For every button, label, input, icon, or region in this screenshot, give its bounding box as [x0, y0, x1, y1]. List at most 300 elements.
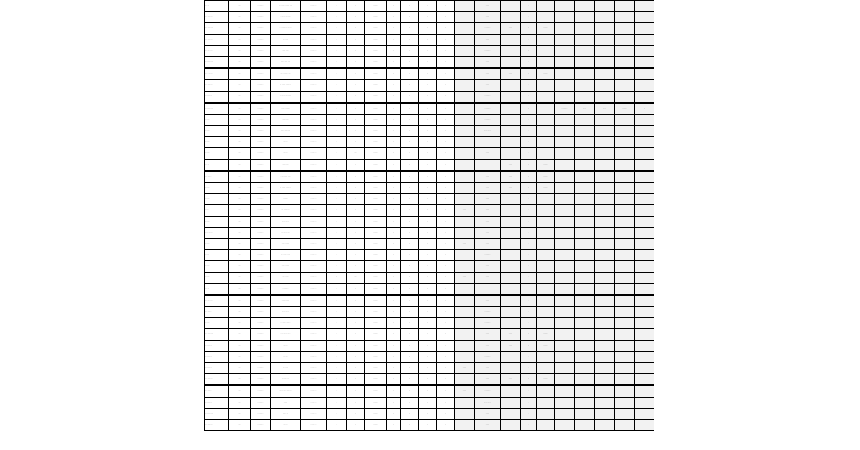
table-cell: .......... — [251, 238, 271, 249]
table-cell — [635, 216, 655, 227]
table-cell: .......... — [251, 295, 271, 307]
table-cell: .. — [401, 374, 419, 386]
table-cell: ........ — [365, 126, 387, 137]
table-cell: .... .. — [205, 1, 229, 12]
table-cell: ........ — [365, 68, 387, 80]
table-cell — [555, 283, 575, 295]
table-cell: .... — [229, 227, 251, 238]
table-cell: .. — [387, 408, 401, 419]
table-cell — [537, 363, 555, 374]
table-cell: .. — [347, 1, 365, 12]
table-cell — [455, 12, 475, 23]
table-cell: .. — [419, 194, 437, 205]
table-cell: ........ — [365, 45, 387, 56]
table-cell — [501, 1, 521, 12]
table-cell — [575, 216, 595, 227]
table-cell: .. — [419, 307, 437, 318]
table-cell — [575, 171, 595, 183]
table-cell: .. — [387, 137, 401, 148]
table-cell: ........ — [365, 374, 387, 386]
table-cell — [615, 261, 635, 272]
table-cell: ....... .. — [301, 68, 327, 80]
table-cell: .... — [229, 272, 251, 283]
table-cell: .... ........ — [205, 12, 229, 23]
table-cell — [575, 114, 595, 125]
table-cell: .......... — [475, 307, 501, 318]
table-cell: .. — [401, 194, 419, 205]
table-cell: .. — [347, 194, 365, 205]
table-cell: .. — [347, 205, 365, 216]
table-cell — [615, 216, 635, 227]
table-cell — [455, 68, 475, 80]
table-cell — [575, 374, 595, 386]
table-cell: .... ...... — [205, 171, 229, 183]
table-cell — [635, 56, 655, 68]
table-cell — [455, 1, 475, 12]
table-cell — [537, 272, 555, 283]
table-cell — [501, 307, 521, 318]
table-row — [205, 329, 655, 340]
table-cell: ............. — [271, 295, 301, 307]
table-cell: . — [327, 171, 347, 183]
table-cell: .. — [437, 45, 455, 56]
table-cell: ........ — [365, 250, 387, 261]
table-cell: . — [521, 194, 537, 205]
table-cell — [575, 159, 595, 171]
table-cell: ............ — [205, 363, 229, 374]
table-cell: .. — [401, 227, 419, 238]
table-cell: ... ..... .......... — [271, 91, 301, 103]
table-cell — [555, 272, 575, 283]
table-row — [205, 12, 655, 23]
table-cell — [501, 216, 521, 227]
table-cell: .. — [437, 216, 455, 227]
table-cell — [537, 45, 555, 56]
table-cell: ...... — [501, 329, 521, 340]
table-cell — [475, 283, 501, 295]
document-page — [204, 0, 654, 450]
table-cell: .. — [437, 307, 455, 318]
table-cell: ........ — [205, 148, 229, 159]
table-cell: .. — [419, 295, 437, 307]
table-cell: .... ...... — [271, 272, 301, 283]
table-cell — [615, 159, 635, 171]
table-cell — [615, 307, 635, 318]
table-cell: .. — [401, 385, 419, 397]
table-cell: ...... — [475, 340, 501, 351]
table-cell: .. — [419, 238, 437, 249]
table-cell: .. — [347, 374, 365, 386]
table-cell: . — [327, 68, 347, 80]
table-cell — [615, 171, 635, 183]
table-cell: ........ — [537, 159, 555, 171]
table-cell — [635, 238, 655, 249]
table-cell — [635, 408, 655, 419]
table-cell: .. — [419, 126, 437, 137]
table-cell: . — [327, 250, 347, 261]
table-cell: .. — [347, 329, 365, 340]
table-cell — [555, 385, 575, 397]
table-cell: .... — [229, 34, 251, 45]
table-cell: .. — [521, 23, 537, 34]
table-cell — [555, 159, 575, 171]
table-cell: .. — [387, 56, 401, 68]
table-cell — [537, 261, 555, 272]
table-cell: .... — [229, 329, 251, 340]
table-cell: .. — [437, 148, 455, 159]
table-cell: . — [327, 194, 347, 205]
table-cell: .......... — [251, 159, 271, 171]
table-cell — [635, 80, 655, 91]
table-cell: .. — [437, 363, 455, 374]
table-cell: ...... — [475, 148, 501, 159]
table-cell: ...... — [475, 408, 501, 419]
table-cell: ........ — [365, 272, 387, 283]
table-cell — [595, 318, 615, 329]
table-cell: .... — [229, 171, 251, 183]
table-cell — [501, 295, 521, 307]
table-cell: ...... ..... — [475, 397, 501, 408]
table-cell: .. — [347, 68, 365, 80]
table-cell: .......... — [251, 114, 271, 125]
table-cell: . — [521, 12, 537, 23]
table-cell: ........ — [205, 183, 229, 194]
table-cell: ...... — [205, 205, 229, 216]
table-cell — [455, 329, 475, 340]
table-cell: .. — [437, 272, 455, 283]
table-cell: . — [327, 307, 347, 318]
table-cell: .. ......... ..... — [271, 171, 301, 183]
table-row — [205, 80, 655, 91]
table-cell: .. — [347, 91, 365, 103]
table-cell — [615, 340, 635, 351]
table-cell — [537, 205, 555, 216]
table-cell: . — [327, 397, 347, 408]
table-cell: . — [521, 295, 537, 307]
table-cell — [537, 227, 555, 238]
table-cell — [635, 194, 655, 205]
table-cell: .. — [401, 91, 419, 103]
table-cell: ....... .. — [301, 261, 327, 272]
table-cell: ..... — [575, 103, 595, 115]
table-cell — [537, 103, 555, 115]
table-cell — [635, 250, 655, 261]
table-cell: .. — [347, 45, 365, 56]
table-cell: .. — [401, 408, 419, 419]
table-cell: ........ — [365, 363, 387, 374]
table-row — [205, 385, 655, 397]
table-cell: ...... — [501, 183, 521, 194]
table-cell — [615, 68, 635, 80]
table-cell — [455, 80, 475, 91]
table-cell — [615, 374, 635, 386]
table-cell: .......... — [251, 12, 271, 23]
table-cell — [615, 205, 635, 216]
table-cell: .. — [437, 137, 455, 148]
table-cell — [501, 351, 521, 362]
table-cell: .......... — [251, 126, 271, 137]
table-cell — [575, 227, 595, 238]
table-cell: .. — [347, 408, 365, 419]
table-cell: .. — [387, 227, 401, 238]
table-cell — [537, 307, 555, 318]
table-row — [205, 419, 655, 430]
table-cell: . — [327, 318, 347, 329]
table-cell — [595, 307, 615, 318]
table-cell: .... ......... — [205, 23, 229, 34]
table-cell: .. — [401, 340, 419, 351]
table-cell: ........ — [365, 307, 387, 318]
table-cell — [575, 351, 595, 362]
table-cell: .. — [419, 114, 437, 125]
table-cell: . — [521, 216, 537, 227]
table-cell: .. — [347, 295, 365, 307]
table-cell: ...... .... .... — [271, 56, 301, 68]
table-cell — [537, 238, 555, 249]
table-cell: . — [327, 351, 347, 362]
table-cell: .. — [401, 148, 419, 159]
table-cell — [575, 148, 595, 159]
table-cell: .......... — [475, 103, 501, 115]
table-cell: ........ — [365, 419, 387, 430]
table-cell: .. — [437, 1, 455, 12]
table-cell: ....... .. — [301, 205, 327, 216]
table-cell — [615, 238, 635, 249]
table-cell: .... — [229, 318, 251, 329]
table-cell — [575, 419, 595, 430]
table-cell: .......... — [251, 148, 271, 159]
table-cell — [555, 261, 575, 272]
table-cell: .. — [401, 23, 419, 34]
table-cell: ........ — [365, 12, 387, 23]
table-cell: .. — [401, 126, 419, 137]
table-cell — [575, 283, 595, 295]
table-cell — [501, 103, 521, 115]
table-row — [205, 216, 655, 227]
table-cell: ............ — [205, 91, 229, 103]
table-cell: .... — [229, 1, 251, 12]
table-cell: ....... .. — [301, 34, 327, 45]
table-cell: .. ...... ....... — [271, 318, 301, 329]
table-cell — [501, 56, 521, 68]
table-cell: ... ..... — [271, 363, 301, 374]
table-cell — [575, 295, 595, 307]
table-cell: ........ — [365, 340, 387, 351]
table-cell — [455, 261, 475, 272]
table-cell — [537, 114, 555, 125]
table-cell: .......... — [251, 137, 271, 148]
table-cell — [595, 272, 615, 283]
table-cell: .......... — [251, 23, 271, 34]
table-cell: .. — [437, 23, 455, 34]
table-cell — [615, 329, 635, 340]
table-cell: ....... .. — [301, 183, 327, 194]
table-cell: ....... .. — [301, 419, 327, 430]
table-cell — [555, 216, 575, 227]
table-cell: ...... — [475, 272, 501, 283]
table-cell: .. — [419, 329, 437, 340]
table-cell: ........... — [271, 159, 301, 171]
table-cell: . — [327, 216, 347, 227]
table-cell: ....... .. — [301, 307, 327, 318]
table-cell — [595, 194, 615, 205]
table-cell: .... — [229, 295, 251, 307]
table-cell — [635, 307, 655, 318]
table-cell — [635, 159, 655, 171]
table-cell: .. — [387, 363, 401, 374]
table-cell — [575, 397, 595, 408]
table-cell: .. — [387, 34, 401, 45]
table-cell: .. — [347, 340, 365, 351]
table-cell — [575, 261, 595, 272]
table-row — [205, 318, 655, 329]
table-cell — [455, 283, 475, 295]
table-cell: .. — [401, 363, 419, 374]
table-cell — [595, 183, 615, 194]
table-cell — [537, 34, 555, 45]
table-cell: .. ...... ...... — [271, 250, 301, 261]
table-cell: . — [327, 148, 347, 159]
table-cell — [501, 80, 521, 91]
table-row — [205, 295, 655, 307]
table-cell: .......... — [475, 114, 501, 125]
table-cell: .... — [229, 159, 251, 171]
table-cell: .. — [401, 183, 419, 194]
table-cell: .... — [229, 45, 251, 56]
table-cell: .. — [437, 318, 455, 329]
table-cell: ........ — [365, 34, 387, 45]
table-cell — [555, 419, 575, 430]
table-row — [205, 114, 655, 125]
table-cell — [501, 261, 521, 272]
table-cell — [595, 23, 615, 34]
table-cell: ....... .. — [301, 148, 327, 159]
table-cell: .. — [401, 68, 419, 80]
table-cell: .. — [521, 183, 537, 194]
table-cell: . — [327, 56, 347, 68]
table-cell — [595, 283, 615, 295]
table-cell: .... ........ — [205, 80, 229, 91]
table-cell: .. — [401, 261, 419, 272]
table-cell — [537, 318, 555, 329]
table-cell: .... — [229, 68, 251, 80]
table-cell: .. — [387, 68, 401, 80]
table-cell — [635, 419, 655, 430]
table-cell — [595, 385, 615, 397]
table-cell — [635, 23, 655, 34]
table-cell: .......... — [251, 250, 271, 261]
table-cell — [501, 12, 521, 23]
table-cell: .......... — [251, 34, 271, 45]
table-row — [205, 205, 655, 216]
table-row — [205, 307, 655, 318]
table-cell: .... — [229, 205, 251, 216]
table-cell: .. — [387, 12, 401, 23]
table-cell: .. — [347, 114, 365, 125]
table-cell: ...... — [475, 329, 501, 340]
table-cell: .... ... .... — [205, 295, 229, 307]
table-cell: ........ — [365, 283, 387, 295]
table-cell — [595, 250, 615, 261]
table-cell: .. — [521, 103, 537, 115]
table-cell: ...... — [475, 374, 501, 386]
table-cell — [635, 397, 655, 408]
table-cell — [455, 114, 475, 125]
table-cell: ........ — [537, 183, 555, 194]
table-cell: ........ — [365, 318, 387, 329]
table-cell: .... — [229, 261, 251, 272]
table-cell: .... — [229, 183, 251, 194]
table-cell — [615, 419, 635, 430]
table-row — [205, 68, 655, 80]
table-cell — [455, 397, 475, 408]
table-cell: .......... — [251, 397, 271, 408]
table-cell: .. — [437, 374, 455, 386]
table-cell — [575, 68, 595, 80]
table-cell — [455, 250, 475, 261]
table-cell: .. — [347, 250, 365, 261]
table-cell: .. — [419, 363, 437, 374]
table-cell: .... — [229, 351, 251, 362]
table-cell: ...... — [475, 56, 501, 68]
table-cell: ....... .. — [301, 126, 327, 137]
table-cell: .. — [401, 34, 419, 45]
table-cell: ........ — [537, 68, 555, 80]
table-cell: . — [327, 419, 347, 430]
table-cell — [575, 408, 595, 419]
table-cell: ........ — [205, 318, 229, 329]
table-cell — [555, 45, 575, 56]
table-cell: ........ — [205, 194, 229, 205]
table-cell: ........ — [205, 238, 229, 249]
table-cell — [575, 183, 595, 194]
table-cell: ..... ...... — [271, 216, 301, 227]
table-cell — [635, 137, 655, 148]
table-cell: .. — [347, 351, 365, 362]
table-cell: ........ — [365, 23, 387, 34]
table-cell: ....... — [271, 148, 301, 159]
table-cell — [595, 419, 615, 430]
table-cell: . — [521, 318, 537, 329]
table-cell — [501, 363, 521, 374]
table-cell: ............ — [205, 340, 229, 351]
table-cell — [455, 56, 475, 68]
table-cell: . — [327, 45, 347, 56]
table-cell: ........ — [205, 126, 229, 137]
table-cell: ........ — [537, 329, 555, 340]
table-cell: ............ — [205, 351, 229, 362]
table-cell — [635, 91, 655, 103]
table-cell: . — [521, 91, 537, 103]
table-cell — [455, 91, 475, 103]
table-cell: .. — [419, 340, 437, 351]
table-cell: . — [521, 80, 537, 91]
table-cell: ..... ....... — [205, 227, 229, 238]
table-cell: .. — [347, 227, 365, 238]
table-row — [205, 56, 655, 68]
table-cell: ....... — [271, 137, 301, 148]
table-cell: ....... .. — [301, 114, 327, 125]
table-cell — [635, 363, 655, 374]
table-cell — [615, 148, 635, 159]
table-cell: ...... — [501, 374, 521, 386]
table-cell — [455, 23, 475, 34]
table-cell: ....... .. — [301, 194, 327, 205]
table-cell: ...... — [475, 68, 501, 80]
table-cell — [555, 351, 575, 362]
table-cell — [635, 183, 655, 194]
table-cell: .. — [437, 295, 455, 307]
